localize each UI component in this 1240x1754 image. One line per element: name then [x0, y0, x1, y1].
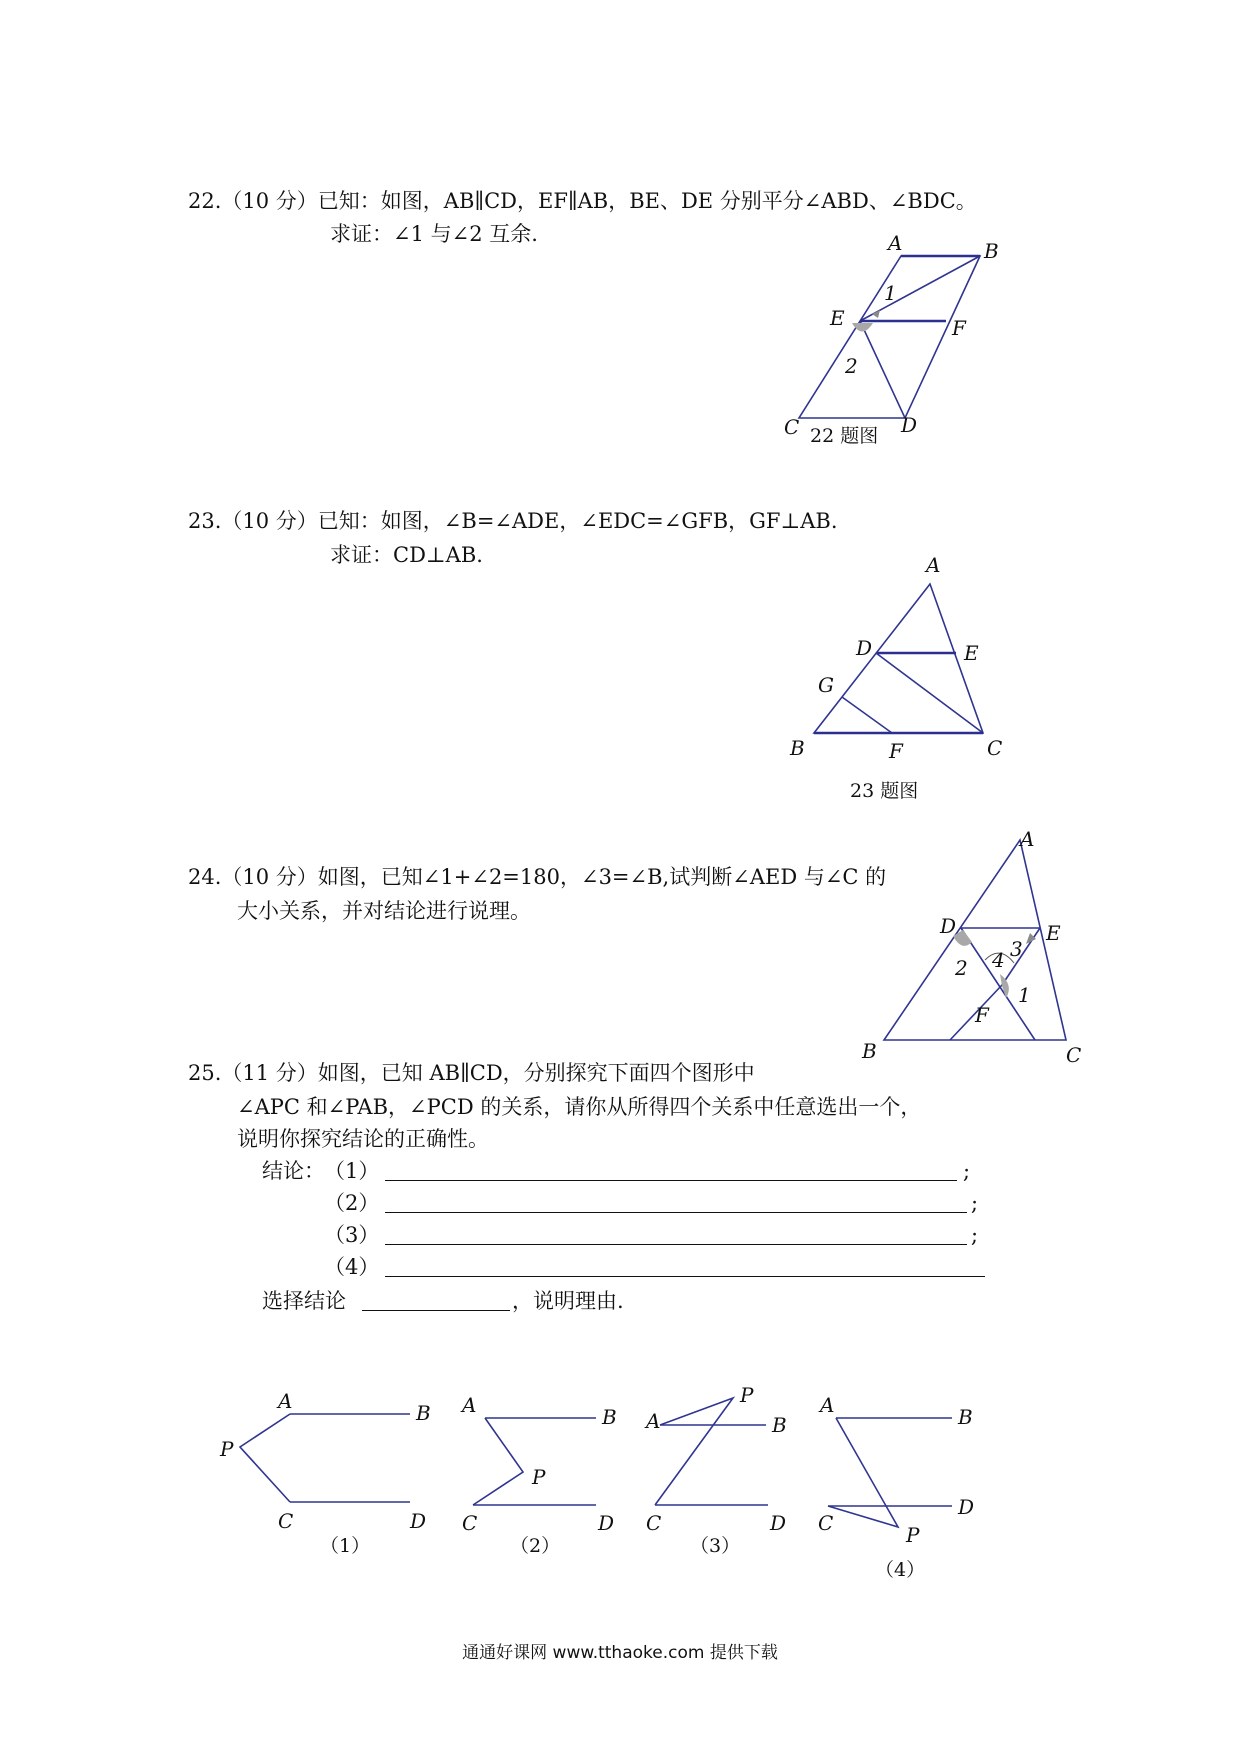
- q23-line2: 求证：CD⊥AB.: [330, 543, 483, 567]
- q22-label-2: 2: [845, 354, 858, 378]
- f2-label-A: A: [462, 1393, 477, 1417]
- q24-label-1: 1: [1018, 983, 1031, 1007]
- q24-label-E: E: [1046, 921, 1061, 945]
- q25-figure-3: [644, 1383, 787, 1557]
- f4-label-B: B: [958, 1405, 973, 1429]
- f4-label-D: D: [958, 1495, 975, 1519]
- q25-figure-1: [219, 1389, 431, 1557]
- q25-semicolon-2: ;: [971, 1191, 979, 1215]
- f2-label-D: D: [598, 1511, 615, 1535]
- q22-label-E: E: [830, 306, 845, 330]
- q24-label-F: F: [975, 1003, 989, 1027]
- f1-label-A: A: [278, 1389, 293, 1413]
- q25-semicolon-3: ;: [971, 1223, 979, 1247]
- q22-label-C: C: [784, 415, 800, 439]
- f1-label-C: C: [278, 1509, 294, 1533]
- q23-label-G: G: [818, 673, 834, 697]
- q24-label-D: D: [940, 914, 957, 938]
- q22-label-A: A: [888, 231, 903, 255]
- f4-caption: （4）: [875, 1559, 926, 1581]
- q23-caption: 23 题图: [850, 780, 919, 802]
- f4-label-A: A: [820, 1393, 835, 1417]
- f4-label-C: C: [818, 1511, 834, 1535]
- q25-item-3: （3）: [324, 1223, 380, 1247]
- q23-label-D: D: [856, 636, 873, 660]
- footer-download-note: 通通好课网 www.tthaoke.com 提供下载: [462, 1643, 778, 1663]
- q23-label-A: A: [926, 553, 941, 577]
- q22-label-F: F: [952, 316, 966, 340]
- f2-label-P: P: [532, 1465, 546, 1489]
- q24-label-C: C: [1066, 1043, 1082, 1067]
- q23-label-C: C: [987, 736, 1003, 760]
- f4-label-P: P: [906, 1523, 920, 1547]
- f1-label-B: B: [416, 1401, 431, 1425]
- q24-label-2: 2: [955, 956, 968, 980]
- q23-label-F: F: [889, 739, 903, 763]
- q25-item-1: （1）: [324, 1159, 380, 1183]
- q24-line1: 24.（10 分）如图，已知∠1+∠2=180，∠3=∠B,试判断∠AED 与∠C 的: [188, 865, 887, 889]
- f3-label-A: A: [646, 1409, 661, 1433]
- q25-figure-2: [460, 1393, 617, 1557]
- q25-item-4: （4）: [324, 1255, 380, 1279]
- q22-label-B: B: [984, 239, 999, 263]
- f2-caption: （2）: [510, 1535, 561, 1557]
- q25-semicolon-1: ;: [963, 1159, 971, 1183]
- f1-label-D: D: [410, 1509, 427, 1533]
- q25-conclusion-label: 结论：: [262, 1159, 325, 1183]
- q25-choose-label: 选择结论: [262, 1289, 346, 1313]
- f3-label-D: D: [770, 1511, 787, 1535]
- f1-caption: （1）: [320, 1535, 371, 1557]
- q22-label-1: 1: [884, 281, 897, 305]
- q23-label-B: B: [790, 736, 805, 760]
- q25-line1: 25.（11 分）如图，已知 AB∥CD，分别探究下面四个图形中: [188, 1061, 755, 1085]
- q22-label-D: D: [901, 413, 918, 437]
- q25-line3: 说明你探究结论的正确性。: [237, 1127, 489, 1151]
- f3-label-C: C: [646, 1511, 662, 1535]
- f3-label-P: P: [740, 1383, 754, 1407]
- f3-label-B: B: [772, 1413, 787, 1437]
- q24-label-B: B: [862, 1039, 877, 1063]
- q24-label-A: A: [1020, 827, 1035, 851]
- q25-item-2: （2）: [324, 1191, 380, 1215]
- q25-figure-4: [818, 1393, 974, 1581]
- q23-label-E: E: [964, 641, 979, 665]
- f2-label-C: C: [462, 1511, 478, 1535]
- q25-reason-label: ，说明理由.: [512, 1289, 624, 1313]
- q25-line2: ∠APC 和∠PAB，∠PCD 的关系，请你从所得四个关系中任意选出一个，: [237, 1095, 922, 1119]
- q22-line1: 22.（10 分）已知：如图，AB∥CD，EF∥AB，BE、DE 分别平分∠ABD、∠BDC。: [188, 189, 977, 213]
- q22-caption: 22 题图: [810, 425, 879, 447]
- f2-label-B: B: [602, 1405, 617, 1429]
- q24-label-3: 3: [1010, 937, 1023, 961]
- f1-label-P: P: [220, 1437, 234, 1461]
- q24-label-4: 4: [992, 948, 1005, 972]
- q22-line2: 求证：∠1 与∠2 互余.: [330, 222, 538, 246]
- f3-caption: （3）: [690, 1535, 741, 1557]
- q24-line2: 大小关系，并对结论进行说理。: [237, 899, 531, 923]
- q23-line1: 23.（10 分）已知：如图，∠B=∠ADE，∠EDC=∠GFB，GF⊥AB.: [188, 509, 838, 533]
